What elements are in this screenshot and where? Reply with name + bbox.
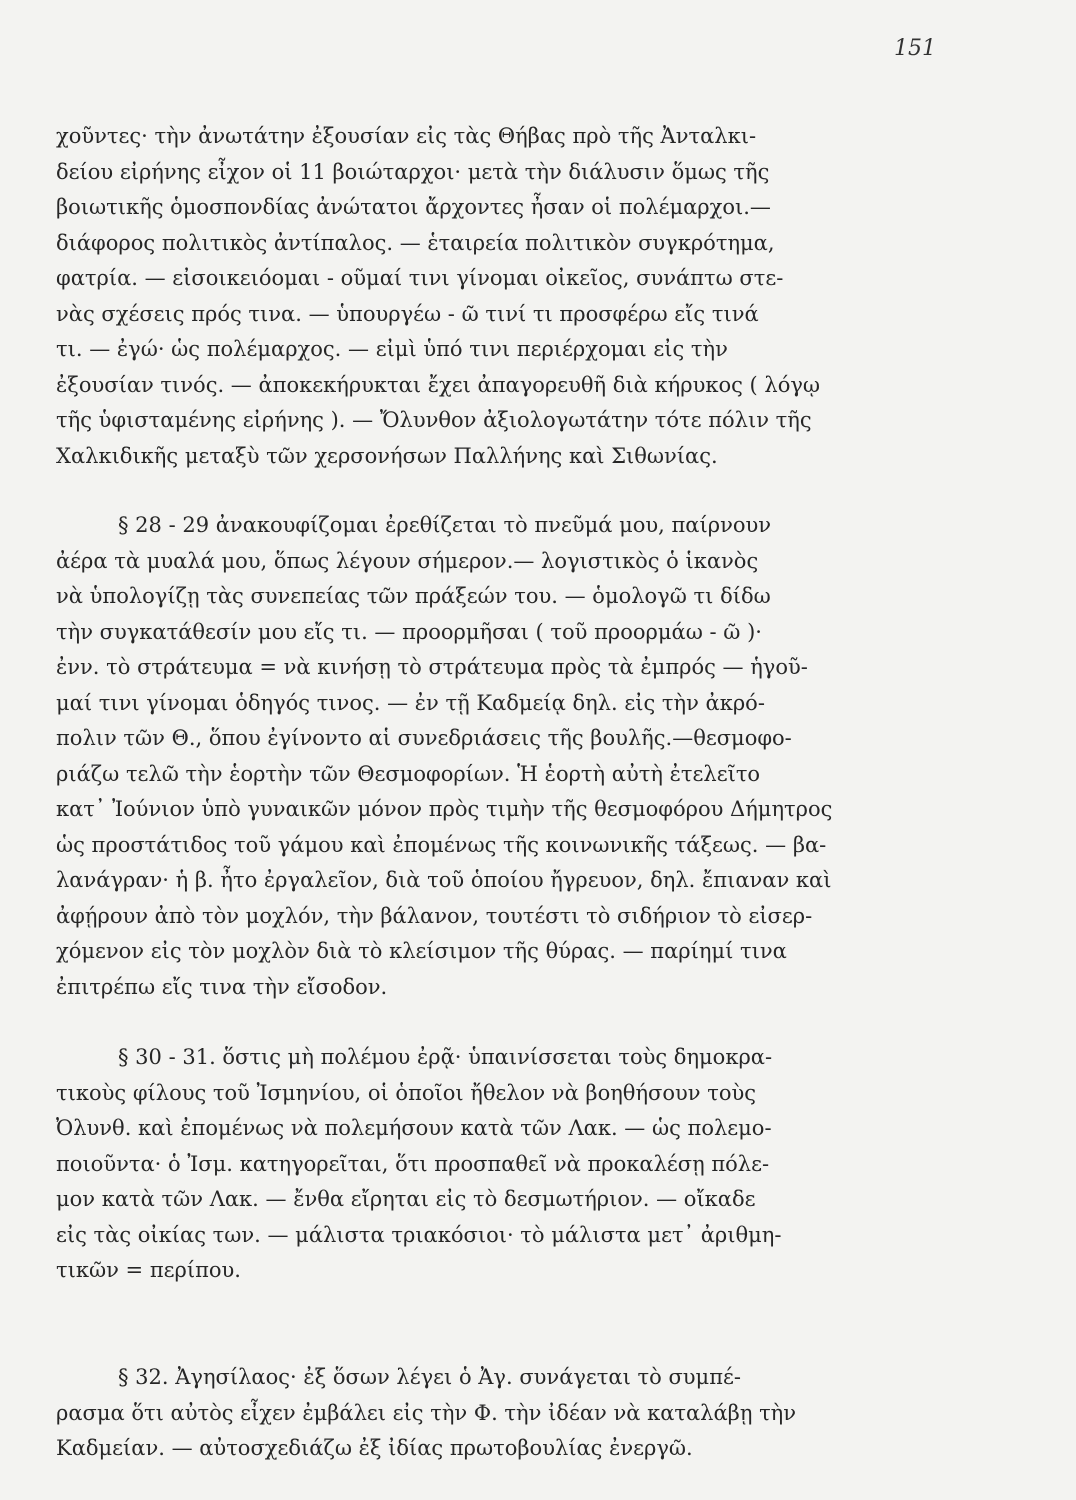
text-line: ἐπιτρέπω εἴς τινα τὴν εἴσοδον. (56, 974, 388, 999)
text-line: ἀφῄρουν ἀπὸ τὸν μοχλόν, τὴν βάλανον, τουτέστι τὸ σιδήριον τὸ εἰσερ- (56, 903, 813, 928)
text-line: νὰς σχέσεις πρός τινα. — ὑπουργέω - ῶ τινί τι προσφέρω εἴς τινά (56, 301, 759, 326)
text-line: ριάζω τελῶ τὴν ἑορτὴν τῶν Θεσμοφορίων. Ἡ ἑορτὴ αὐτὴ ἐτελεῖτο (56, 761, 761, 786)
text-line: Καδμείαν. — αὐτοσχεδιάζω ἐξ ἰδίας πρωτοβουλίας ἐνεργῶ. (56, 1436, 693, 1460)
text-line: ρασμα ὅτι αὐτὸς εἶχεν ἐμβάλει εἰς τὴν Φ. τὴν ἰδέαν νὰ καταλάβῃ τὴν (56, 1400, 797, 1425)
text-line: κατ᾽ Ἰούνιον ὑπὸ γυναικῶν μόνον πρὸς τιμὴν τῆς θεσμοφόρου Δήμητρος (56, 797, 833, 821)
text-line: τι. — ἐγώ· ὡς πολέμαρχος. — εἰμὶ ὑπό τινι περιέρχομαι εἰς τὴν (56, 337, 728, 361)
text-line: ἐνν. τὸ στράτευμα = νὰ κινήσῃ τὸ στράτευμα πρὸς τὰ ἐμπρός — ἡγοῦ- (56, 655, 808, 679)
text-line: μον κατὰ τῶν Λακ. — ἔνθα εἴρηται εἰς τὸ δεσμωτήριον. — οἴκαδε (56, 1187, 756, 1211)
paragraph-1 (56, 119, 936, 474)
text-line: τικῶν = περίπου. (56, 1258, 241, 1282)
text-line: Χαλκιδικῆς μεταξὺ τῶν χερσονήσων Παλλήνης καὶ Σιθωνίας. (56, 443, 718, 468)
text-line: § 32. Ἀγησίλαος· ἐξ ὅσων λέγει ὁ Ἀγ. συνάγεται τὸ συμπέ- (118, 1365, 741, 1389)
text-line: ὡς προστάτιδος τοῦ γάμου καὶ ἐπομένως τῆς κοινωνικῆς τάξεως. — βα- (56, 832, 827, 857)
text-line: νὰ ὑπολογίζῃ τὰς συνεπείας τῶν πράξεών του. — ὁμολογῶ τι δίδω (56, 584, 771, 608)
text-line: βοιωτικῆς ὁμοσπονδίας ἀνώτατοι ἄρχοντες ἦσαν οἱ πολέμαρχοι.— (56, 195, 771, 219)
text-line: χοῦντες· τὴν ἀνωτάτην ἐξουσίαν εἰς τὰς Θήβας πρὸ τῆς Ἀνταλκι- (56, 124, 757, 148)
text-line: § 30 - 31. ὅστις μὴ πολέμου ἐρᾷ· ὑπαινίσσεται τοὺς δημοκρα- (118, 1045, 773, 1069)
paragraph-3 (56, 1040, 936, 1289)
text-line: εἰς τὰς οἰκίας των. — μάλιστα τριακόσιοι· τὸ μάλιστα μετ᾽ ἀριθμη- (56, 1222, 782, 1247)
text-line: χόμενον εἰς τὸν μοχλὸν διὰ τὸ κλείσιμον τῆς θύρας. — παρίημί τινα (56, 939, 787, 963)
text-line: φατρία. — εἰσοικειόομαι - οῦμαί τινι γίνομαι οἰκεῖος, συνάπτω στε- (56, 266, 784, 290)
text-line: λανάγραν· ἡ β. ἦτο ἐργαλεῖον, διὰ τοῦ ὁποίου ἤγρευον, δηλ. ἔπιαναν καὶ (56, 868, 832, 892)
text-line: διάφορος πολιτικὸς ἀντίπαλος. — ἑταιρεία πολιτικὸν συγκρότημα, (56, 230, 775, 255)
text-line: Ὀλυνθ. καὶ ἐπομένως νὰ πολεμήσουν κατὰ τῶν Λακ. — ὡς πολεμο- (56, 1116, 772, 1140)
paragraph-2 (56, 508, 936, 1005)
text-line: ποιοῦντα· ὁ Ἰσμ. κατηγορεῖται, ὅτι προσπαθεῖ νὰ προκαλέσῃ πόλε- (56, 1151, 770, 1176)
text-line: πολιν τῶν Θ., ὅπου ἐγίνοντο αἱ συνεδριάσεις τῆς βουλῆς.—θεσμοφο- (56, 726, 792, 750)
page-number: 151 (894, 36, 936, 61)
text-line: τικοὺς φίλους τοῦ Ἰσμηνίου, οἱ ὁποῖοι ἤθελον νὰ βοηθήσουν τοὺς (56, 1080, 756, 1105)
text-line: ἐξουσίαν τινός. — ἀποκεκήρυκται ἔχει ἀπαγορευθῆ διὰ κήρυκος ( λόγῳ (56, 372, 821, 397)
text-line: τῆς ὑφισταμένης εἰρήνης ). — Ὄλυνθον ἀξιολογωτάτην τότε πόλιν τῆς (56, 408, 812, 432)
text-line: μαί τινι γίνομαι ὁδηγός τινος. — ἐν τῇ Καδμείᾳ δηλ. εἰς τὴν ἀκρό- (56, 690, 765, 715)
text-line: § 28 - 29 ἀνακουφίζομαι ἐρεθίζεται τὸ πνεῦμά μου, παίρνουν (118, 513, 772, 537)
text-line: ἀέρα τὰ μυαλά μου, ὅπως λέγουν σήμερον.— λογιστικὸς ὁ ἱκανὸς (56, 548, 759, 573)
paragraph-4 (56, 1360, 936, 1467)
text-line: δείου εἰρήνης εἶχον οἱ 11 βοιώταρχοι· μετὰ τὴν διάλυσιν ὅμως τῆς (56, 159, 770, 184)
text-line: τὴν συγκατάθεσίν μου εἴς τι. — προορμῆσαι ( τοῦ προορμάω - ῶ )· (56, 619, 762, 644)
